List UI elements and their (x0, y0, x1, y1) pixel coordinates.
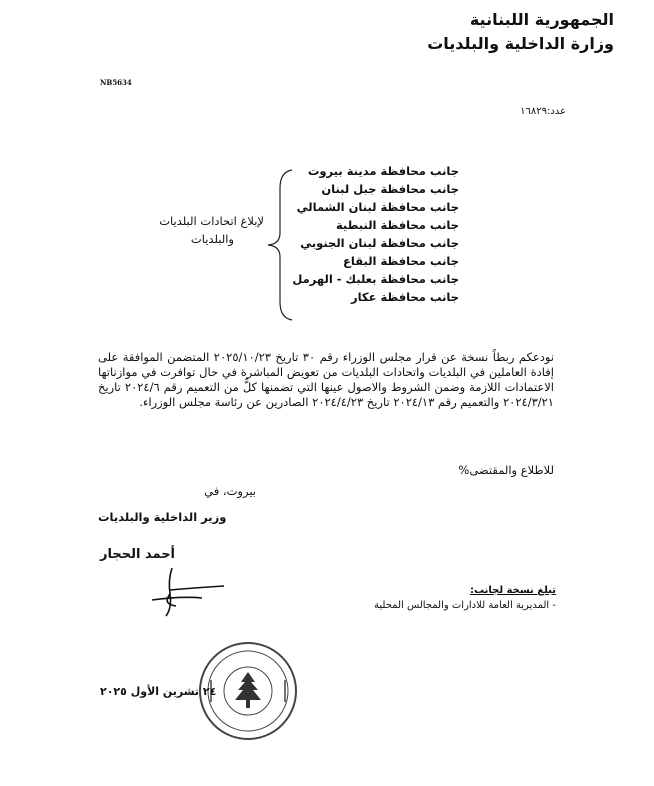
header-country: الجمهورية اللبنانية (469, 10, 614, 29)
recipient-item: جانب محافظة عكار (350, 290, 459, 304)
copy-to-title: تبلغ نسخة لجانب: (470, 585, 556, 596)
city-date-line: بيروت، في (204, 484, 256, 498)
notify-line-1: لإبلاغ اتحادات البلديات (159, 214, 264, 228)
copy-to-item: - المديرية العامة للادارات والمجالس المحلية (374, 600, 556, 611)
recipient-item: جانب محافظة بعلبك - الهرمل (292, 272, 459, 286)
recipient-item: جانب محافظة مدينة بيروت (307, 164, 459, 178)
date-stamp: ٢٤ تشرين الأول ٢٠٢٥ (100, 685, 217, 698)
recipient-item: جانب محافظة لبنان الشمالي (296, 200, 459, 214)
signature-icon (132, 560, 232, 620)
header-ministry: وزارة الداخلية والبلديات (427, 34, 614, 53)
recipient-item: جانب محافظة البقاع (343, 254, 459, 268)
closing-line: للاطلاع والمقتضى% (458, 463, 554, 477)
document-number: عدد:١٦٨٢٩ (520, 106, 566, 117)
signer-name: أحمد الحجار (100, 547, 176, 562)
notify-text (124, 212, 264, 248)
recipient-item: جانب محافظة لبنان الجنوبي (300, 236, 459, 250)
recipient-item: جانب محافظة جبل لبنان (321, 182, 459, 196)
body-paragraph: نودعكم ربطاً نسخة عن قرار مجلس الوزراء رقم ٣٠ تاريخ ٢٠٢٥/١٠/٢٣ المتضمن الموافقة على إفادة العاملين في البلديات واتحادات البلديات من تعويض المباشرة في حال توافرت في موازناتها الاعتمادات اللازمة وضمن الشروط والاصول عينها التي تضمنها كلٌّ من التعميم رقم ٢٠٢٤/٦ تاريخ ٢٠٢٤/٣/٢١ والتعميم رقم ٢٠٢٤/١٣ تاريخ ٢٠٢٤/٤/٢٣ الصادرين عن رئاسة مجلس الوزراء. (98, 350, 554, 409)
minister-title: وزير الداخلية والبلديات (98, 510, 227, 524)
recipient-item: جانب محافظة النبطية (335, 218, 459, 232)
reference-code: NB5634 (100, 78, 132, 87)
notify-line-2: والبلديات (190, 232, 234, 246)
recipients-brace (262, 168, 302, 322)
